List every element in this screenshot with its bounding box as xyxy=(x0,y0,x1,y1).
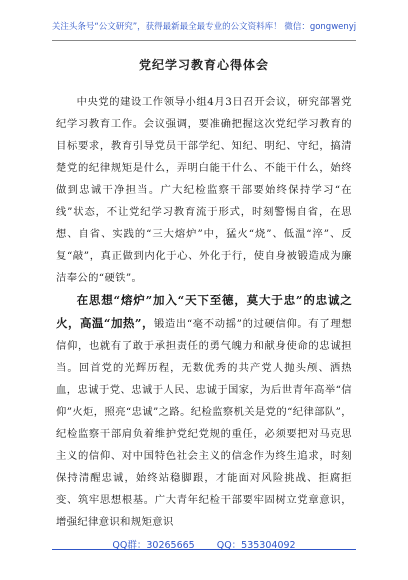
paragraph-2-lead: 在思想“熔炉”加入“天下至德，莫大于忠”的忠诚之火，高温“加热”， xyxy=(56,293,352,330)
header-banner: 关注头条号“公文研究”，获得最新最全最专业的公文资料库！ 微信：gongwenyj xyxy=(51,22,357,32)
paragraph-2 xyxy=(56,289,352,533)
footer-qq-group: QQ群：30265665 xyxy=(112,540,195,551)
document-title: 党纪学习教育心得体会 xyxy=(138,58,269,72)
paragraph-1-text: 中央党的建设工作领导小组4月3日召开会议，研究部署党纪学习教育工作。会议强调，要准确把握这次党纪学习教育的目标要求，教育引导党员干部学纪、知纪、明纪、守纪，搞清楚党的纪律规矩是什么，弄明白能干什么、不能干什么，始终做到忠诚干净担当。广大纪检监察干部要始终保持学习“在线”状态，不让党纪学习教育流于形式，时刻警惕自省，在思想、自省、实践的“三大熔炉”中，猛火“烧”、低温“淬”、反复“敲”，真正做到内化于心、外化于行，使自身被锻造成为廉洁奉公的“硬铁”。 xyxy=(56,96,352,284)
footer-qq-number: QQ：535304092 xyxy=(216,540,296,551)
paragraph-2-text: 锻造出“毫不动摇”的过硬信仰。有了理想信仰，也就有了敢于承担责任的勇气魄力和献身使命的忠诚担当。回首党的光辉历程，无数优秀的共产党人抛头颅、洒热血，忠诚于党、忠诚于人民、忠诚于国家，为后世青年高举“信仰”火炬，照亮“忠诚”之路。纪检监察机关是党的“纪律部队”，纪检监察干部肩负着维护党纪党规的重任，必须要把对马克思主义的信仰、对中国特色社会主义的信念作为终生追求，时刻保持清醒忠诚，始终站稳脚跟，才能面对风险挑战、拒腐拒变、筑牢思想根基。广大青年纪检干部要牢固树立党章意识，增强纪律意识和规矩意识 xyxy=(56,318,352,528)
header-divider xyxy=(52,40,356,41)
document-body xyxy=(56,91,352,533)
paragraph-1 xyxy=(56,91,352,289)
footer-divider xyxy=(52,549,356,550)
